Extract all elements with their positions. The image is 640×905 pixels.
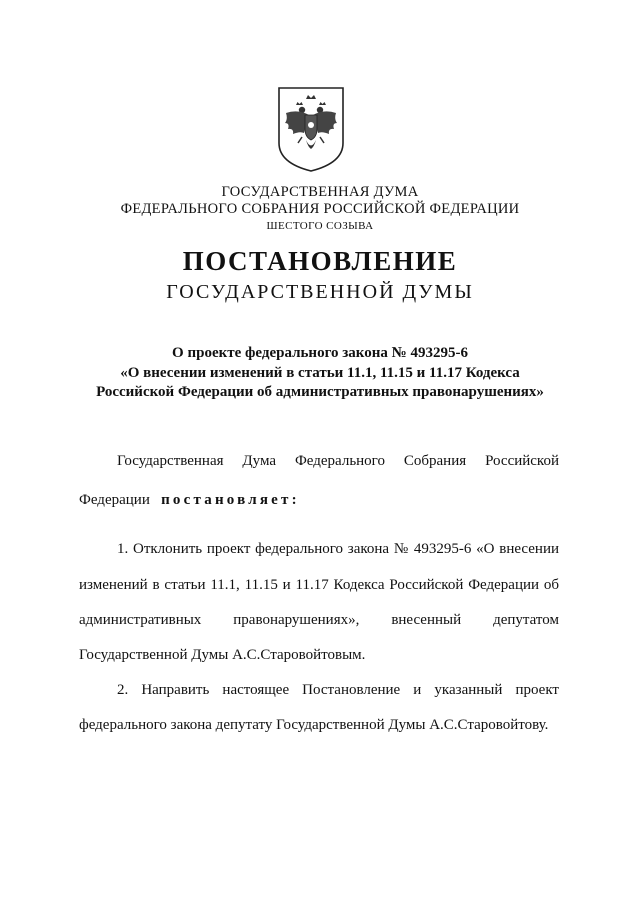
- russian-coat-of-arms-icon: [276, 85, 346, 173]
- subject-line-3: Российской Федерации об административных правонарушениях»: [96, 384, 544, 400]
- issuer-header: [0, 184, 640, 235]
- document-title: ПОСТАНОВЛЕНИЕ: [182, 246, 458, 276]
- subject-line-2: «О внесении изменений в статьи 11.1, 11.15 и 11.17 Кодекса: [120, 364, 520, 381]
- document-subject: [0, 344, 640, 403]
- preamble-line-1: Государственная Дума Федерального Собрания Российской: [117, 453, 559, 469]
- item1-line-1: 1. Отклонить проект федерального закона № 493295-6 «О внесении: [117, 541, 559, 557]
- preamble-word: Федерации: [79, 492, 150, 508]
- header-line-2: ФЕДЕРАЛЬНОГО СОБРАНИЯ РОССИЙСКОЙ ФЕДЕРАЦИИ: [120, 201, 520, 217]
- item2-line-1: 2. Направить настоящее Постановление и указанный проект: [117, 682, 559, 698]
- document-subtitle: ГОСУДАРСТВЕННОЙ ДУМЫ: [166, 281, 474, 303]
- subject-line-1: О проекте федерального закона № 493295-6: [172, 345, 468, 361]
- preamble-line-2: [79, 492, 559, 509]
- item1-line-2: изменений в статьи 11.1, 11.15 и 11.17 Кодекса Российской Федерации об: [79, 577, 559, 593]
- header-line-3: ШЕСТОГО СОЗЫВА: [266, 220, 374, 232]
- preamble-verb: постановляет:: [161, 492, 300, 508]
- item1-line-3: административных правонарушениях», внесенный депутатом: [79, 612, 559, 628]
- item2-line-2: федерального закона депутату Государственной Думы А.С.Старовойтову.: [79, 717, 549, 733]
- header-line-1: ГОСУДАРСТВЕННАЯ ДУМА: [221, 184, 419, 200]
- item1-line-4: Государственной Думы А.С.Старовойтовым.: [79, 647, 366, 663]
